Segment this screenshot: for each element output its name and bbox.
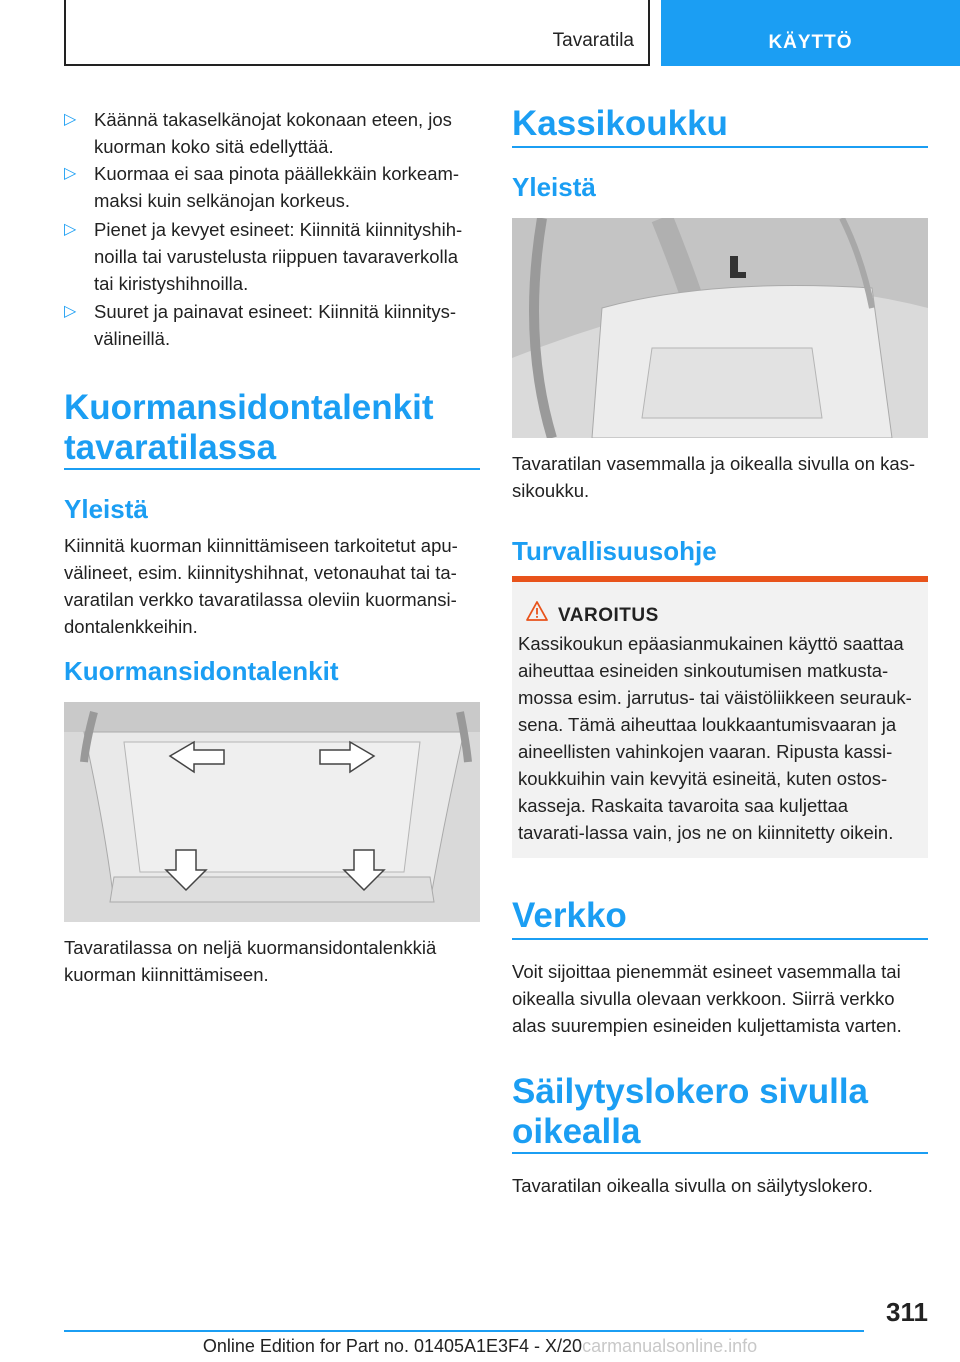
warning-title: VAROITUS (558, 605, 659, 626)
subheading: Kuormansidontalenkit (64, 656, 339, 686)
triangle-bullet-icon: ▷ (64, 111, 77, 128)
triangle-bullet-icon: ▷ (64, 303, 77, 320)
bag-hook-illustration (512, 218, 928, 438)
footer-divider (64, 1330, 864, 1332)
warning-box (512, 576, 928, 858)
triangle-bullet-icon: ▷ (64, 165, 77, 182)
bullet-text: Suuret ja painavat esineet: Kiinnitä kiinnitys-välineillä. (94, 301, 456, 349)
bullet-text: Kuormaa ei saa pinota päällekkäin korkeam-maksi kuin selkänojan korkeus. (94, 163, 460, 211)
figure-caption: Tavaratilassa on neljä kuormansidontalenkkiä kuorman kiinnittämiseen. (64, 937, 437, 985)
section-heading: Kassikoukku (512, 104, 928, 148)
warning-triangle-icon (526, 601, 548, 621)
bullet-text: Pienet ja kevyet esineet: Kiinnitä kiinnityshih-noilla tai varustelusta riippuen tavaraverkolla tai kiristyshihnoilla. (94, 219, 463, 294)
section-heading: Säilytyslokero sivulla oikealla (512, 1072, 928, 1154)
footer-watermark: carmanualsonline.info (582, 1336, 758, 1356)
subheading: Yleistä (64, 494, 148, 524)
page-number: 311 (886, 1297, 928, 1327)
section-heading: Verkko (512, 896, 928, 940)
subheading: Yleistä (512, 172, 596, 202)
bag-hook-graphic (512, 218, 928, 438)
section-heading: Kuormansidontalenkit tavaratilassa (64, 388, 480, 470)
paragraph: Tavaratilan oikealla sivulla on säilytyslokero. (512, 1175, 873, 1196)
footer-edition-text: Online Edition for Part no. 01405A1E3F4 - X/20 (202, 1336, 583, 1356)
triangle-bullet-icon: ▷ (64, 221, 77, 238)
trunk-lashing-eyes-illustration (64, 702, 480, 922)
header-section-box (64, 0, 650, 66)
bullet-text: Käännä takaselkänojat kokonaan eteen, jos kuorman koko sitä edellyttää. (94, 109, 452, 157)
figure-caption: Tavaratilan vasemmalla ja oikealla sivulla on kas-sikoukku. (512, 453, 916, 501)
subheading: Turvallisuusohje (512, 536, 717, 566)
header-chapter-tab (661, 0, 960, 66)
paragraph: Voit sijoittaa pienemmät esineet vasemmalla tai oikealla sivulla olevaan verkkoon. Siirrä verkko alas suurempien esineiden kuljettamista varten. (512, 961, 902, 1036)
header-section-title: Tavaratila (552, 30, 634, 51)
trunk-illustration-graphic (64, 702, 480, 922)
footer-edition (0, 1336, 960, 1357)
warning-text: Kassikoukun epäasianmukainen käyttö saattaa aiheuttaa esineiden sinkoutumisen matkusta-mossa esim. jarrutus- tai väistöliikkeen seurauk-sena. Tämä aiheuttaa loukkaantumisvaaran ja aineellisten vahinkojen vaaran. Ripusta kassi-koukkuihin vain kevyitä esineitä, kuten ostos-kasseja. Raskaita tavaroita saa kuljettaa tavarati-lassa vain, jos ne on kiinnitetty oikein. (518, 633, 912, 843)
paragraph: Kiinnitä kuorman kiinnittämiseen tarkoitetut apu-välineet, esim. kiinnityshihnat, vetonauhat tai ta-varatilan verkko tavaratilassa oleviin kuormansi-dontalenkkeihin. (64, 535, 458, 637)
header-chapter-title: KÄYTTÖ (768, 32, 853, 53)
